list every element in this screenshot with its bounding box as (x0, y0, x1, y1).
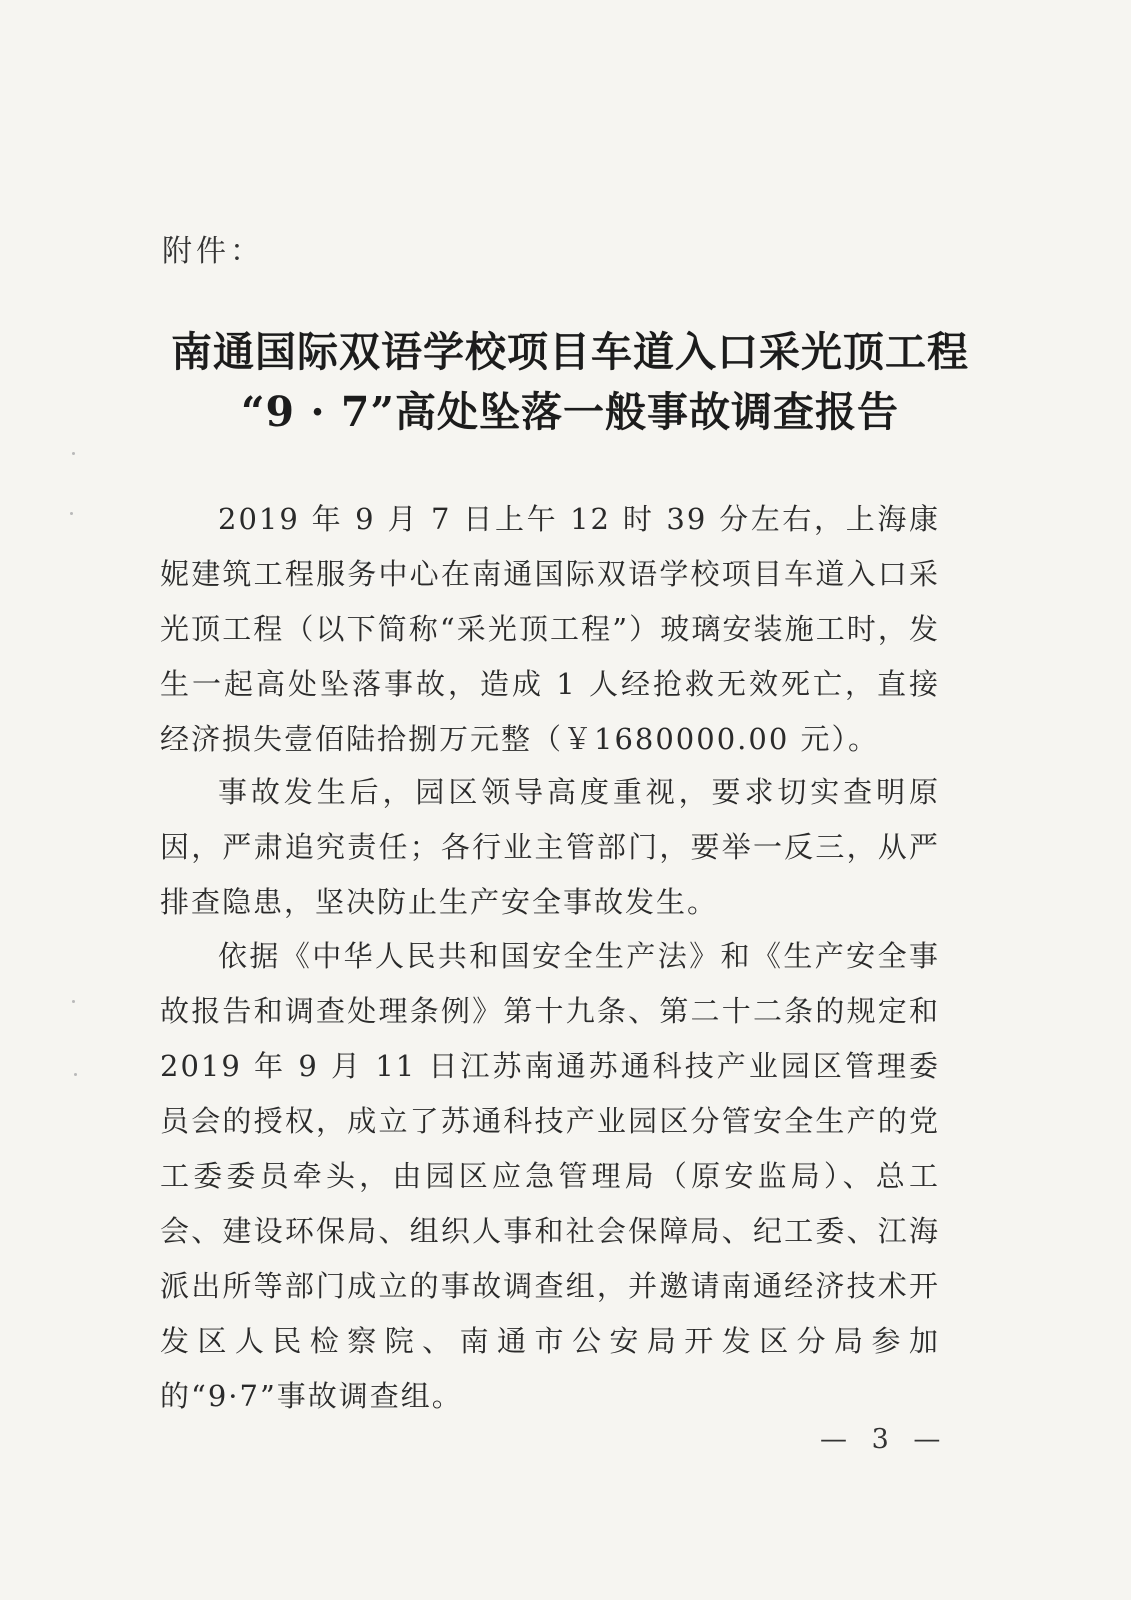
report-title-line-2: “9 · 7”高处坠落一般事故调查报告 (240, 388, 900, 436)
report-title-line-1: 南通国际双语学校项目车道入口采光顶工程 (171, 328, 969, 376)
scan-artifact (72, 1000, 75, 1003)
scan-artifact (74, 1073, 77, 1076)
paragraph-incident-summary: 2019 年 9 月 7 日上午 12 时 39 分左右，上海康妮建筑工程服务中心在南通国际双语学校项目车道入口采光顶工程（以下简称“采光顶工程”）玻璃安装施工时，发生一起高处坠落事故，造成 1 人经抢救无效死亡，直接经济损失壹佰陆拾捌万元整（￥1680000.00 元）。 (160, 502, 940, 756)
body-paragraph-block-2 (160, 765, 940, 930)
paragraph-leadership-response: 事故发生后，园区领导高度重视，要求切实查明原因，严肃追究责任；各行业主管部门，要举一反三，从严排查隐患，坚决防止生产安全事故发生。 (160, 775, 940, 919)
scan-artifact (70, 512, 73, 515)
attachment-label: 附件： (162, 234, 264, 269)
scan-artifact (72, 452, 75, 455)
body-paragraph-block-1 (160, 492, 940, 767)
paragraph-investigation-basis: 依据《中华人民共和国安全生产法》和《生产安全事故报告和调查处理条例》第十九条、第二十二条的规定和 2019 年 9 月 11 日江苏南通苏通科技产业园区管理委员会的授权，成立了苏通科技产业园区分管安全生产的党工委委员牵头，由园区应急管理局（原安监局）、总工会、建设环保局、组织人事和社会保障局、纪工委、江海派出所等部门成立的事故调查组，并邀请南通经济技术开发区人民检察院、南通市公安局开发区分局参加的“9·7”事故调查组。 (160, 939, 940, 1413)
body-paragraph-block-3 (160, 929, 940, 1424)
page-number: — 3 — (820, 1424, 949, 1455)
